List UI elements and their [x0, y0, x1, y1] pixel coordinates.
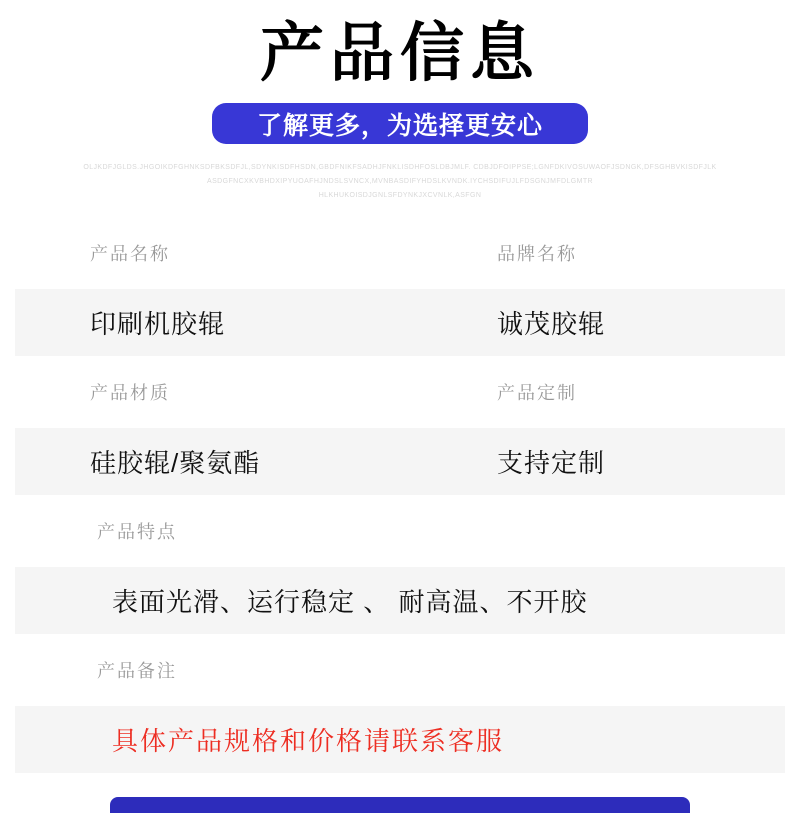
value-band: [15, 567, 785, 634]
product-name-value-cell: [15, 304, 400, 341]
watermark-text: [0, 161, 800, 203]
material-value: 硅胶辊/聚氨酯: [90, 448, 261, 479]
remark-label-cell: [0, 657, 800, 683]
brand-name-label-cell: [400, 240, 800, 266]
label-row: [0, 217, 800, 289]
footer-divider-bar: [110, 797, 690, 813]
features-label: 产品特点: [97, 522, 177, 543]
product-name-value: 印刷机胶辊: [90, 309, 226, 340]
label-row: [0, 634, 800, 706]
watermark-line: ASDGFNCXKVBHDXIPYUOAFHJNDSLSVNCX,MVNBASDIFYHDSLKVNDK.IYCHSDIFUJLFDSGNJMFDLGMTR: [207, 178, 593, 186]
value-band: [15, 289, 785, 356]
remark-value-cell: [15, 721, 785, 758]
features-label-cell: [0, 518, 800, 544]
customization-label-cell: [400, 379, 800, 405]
label-row: [0, 495, 800, 567]
customization-value-cell: [400, 443, 785, 480]
page-title: 产品信息: [260, 17, 540, 89]
brand-name-value-cell: [400, 304, 785, 341]
remark-value: 具体产品规格和价格请联系客服: [112, 726, 505, 757]
value-band: [15, 428, 785, 495]
remark-label: 产品备注: [97, 661, 177, 682]
material-label-cell: [0, 379, 400, 405]
subtitle-banner-text: 了解更多，为选择更安心: [256, 111, 543, 140]
features-value: 表面光滑、运行稳定 、 耐高温、不开胶: [112, 587, 588, 618]
product-spec-table: [0, 217, 800, 773]
subtitle-banner: [212, 103, 588, 144]
label-row: [0, 356, 800, 428]
product-name-label-cell: [0, 240, 400, 266]
watermark-line: HLKHUKOISDJGNLSFDYNKJXCVNLK,ASFGN: [318, 192, 482, 200]
brand-name-value: 诚茂胶辊: [497, 309, 606, 340]
value-band: [15, 706, 785, 773]
brand-name-label: 品牌名称: [497, 244, 577, 265]
material-label: 产品材质: [90, 383, 170, 404]
customization-value: 支持定制: [497, 448, 606, 479]
features-value-cell: [15, 582, 785, 619]
product-name-label: 产品名称: [90, 244, 170, 265]
watermark-line: OLJKDFJGLDS.JHGOIKDFGHNKSDFBKSDFJL,SDYNKISDFHSDN,GBDFNIKFSADHJFNKLISDHFOSLDBJMLF. CDBJDFOIPPSE;LGNFDKIVOSUWAOFJSDNGK,DFSGHBVKISDFJLK: [83, 164, 717, 172]
customization-label: 产品定制: [497, 383, 577, 404]
material-value-cell: [15, 443, 400, 480]
